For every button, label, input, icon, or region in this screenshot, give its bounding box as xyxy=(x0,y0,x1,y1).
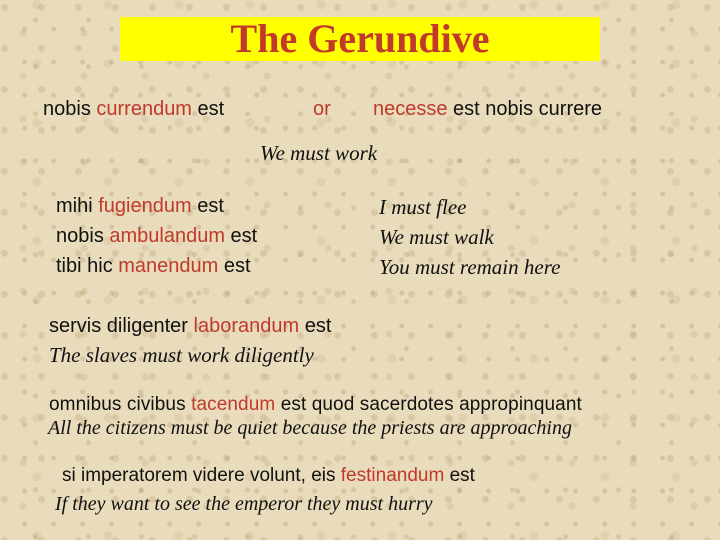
example-latin xyxy=(56,225,257,248)
example-1-post: est xyxy=(191,195,224,217)
example-3-gerundive: manendum xyxy=(118,255,219,277)
example-latin xyxy=(56,195,224,218)
sentence-1-pre: servis diligenter xyxy=(49,315,194,337)
sentence-3-gerundive: festinandum xyxy=(340,465,445,486)
intro-left-gerundive: currendum xyxy=(96,98,192,120)
page-title: The Gerundive xyxy=(230,16,490,61)
sentence-1-gerundive: laborandum xyxy=(193,315,300,337)
sentence-1-translation: The slaves must work diligently xyxy=(49,343,314,367)
sentence-3-latin xyxy=(62,465,475,487)
sentence-3-pre: si imperatorem videre volunt, eis xyxy=(62,465,341,486)
intro-translation: We must work xyxy=(260,141,378,165)
example-2-post: est xyxy=(225,225,258,247)
example-2-translation: We must walk xyxy=(379,225,494,249)
sentence-1-latin xyxy=(49,315,331,338)
example-2-pre: nobis xyxy=(56,225,110,247)
example-3-pre: tibi hic xyxy=(56,255,119,277)
sentence-2-gerundive: tacendum xyxy=(191,394,276,415)
example-2-gerundive: ambulandum xyxy=(109,225,225,247)
title-banner xyxy=(120,17,600,61)
sentence-2-post: est quod sacerdotes appropinquant xyxy=(275,394,582,415)
sentence-1-post: est xyxy=(299,315,332,337)
sentence-3-post: est xyxy=(444,465,475,486)
intro-left-post: est xyxy=(191,98,225,120)
example-1-gerundive: fugiendum xyxy=(98,195,192,217)
intro-latin-right xyxy=(373,98,602,121)
sentence-2-latin xyxy=(49,394,582,416)
example-1-pre: mihi xyxy=(56,195,99,217)
intro-right-post: est nobis currere xyxy=(447,98,603,120)
example-3-translation: You must remain here xyxy=(379,255,561,279)
intro-left-pre: nobis xyxy=(43,98,97,120)
intro-right-necesse: necesse xyxy=(373,98,448,120)
example-3-post: est xyxy=(218,255,251,277)
sentence-2-translation: All the citizens must be quiet because the priests are approaching xyxy=(48,417,572,439)
intro-latin-left xyxy=(43,98,224,121)
sentence-2-pre: omnibus civibus xyxy=(49,394,192,415)
intro-or: or xyxy=(313,98,331,120)
example-latin xyxy=(56,255,251,278)
example-1-translation: I must flee xyxy=(379,195,467,219)
sentence-3-translation: If they want to see the emperor they must hurry xyxy=(55,493,433,515)
